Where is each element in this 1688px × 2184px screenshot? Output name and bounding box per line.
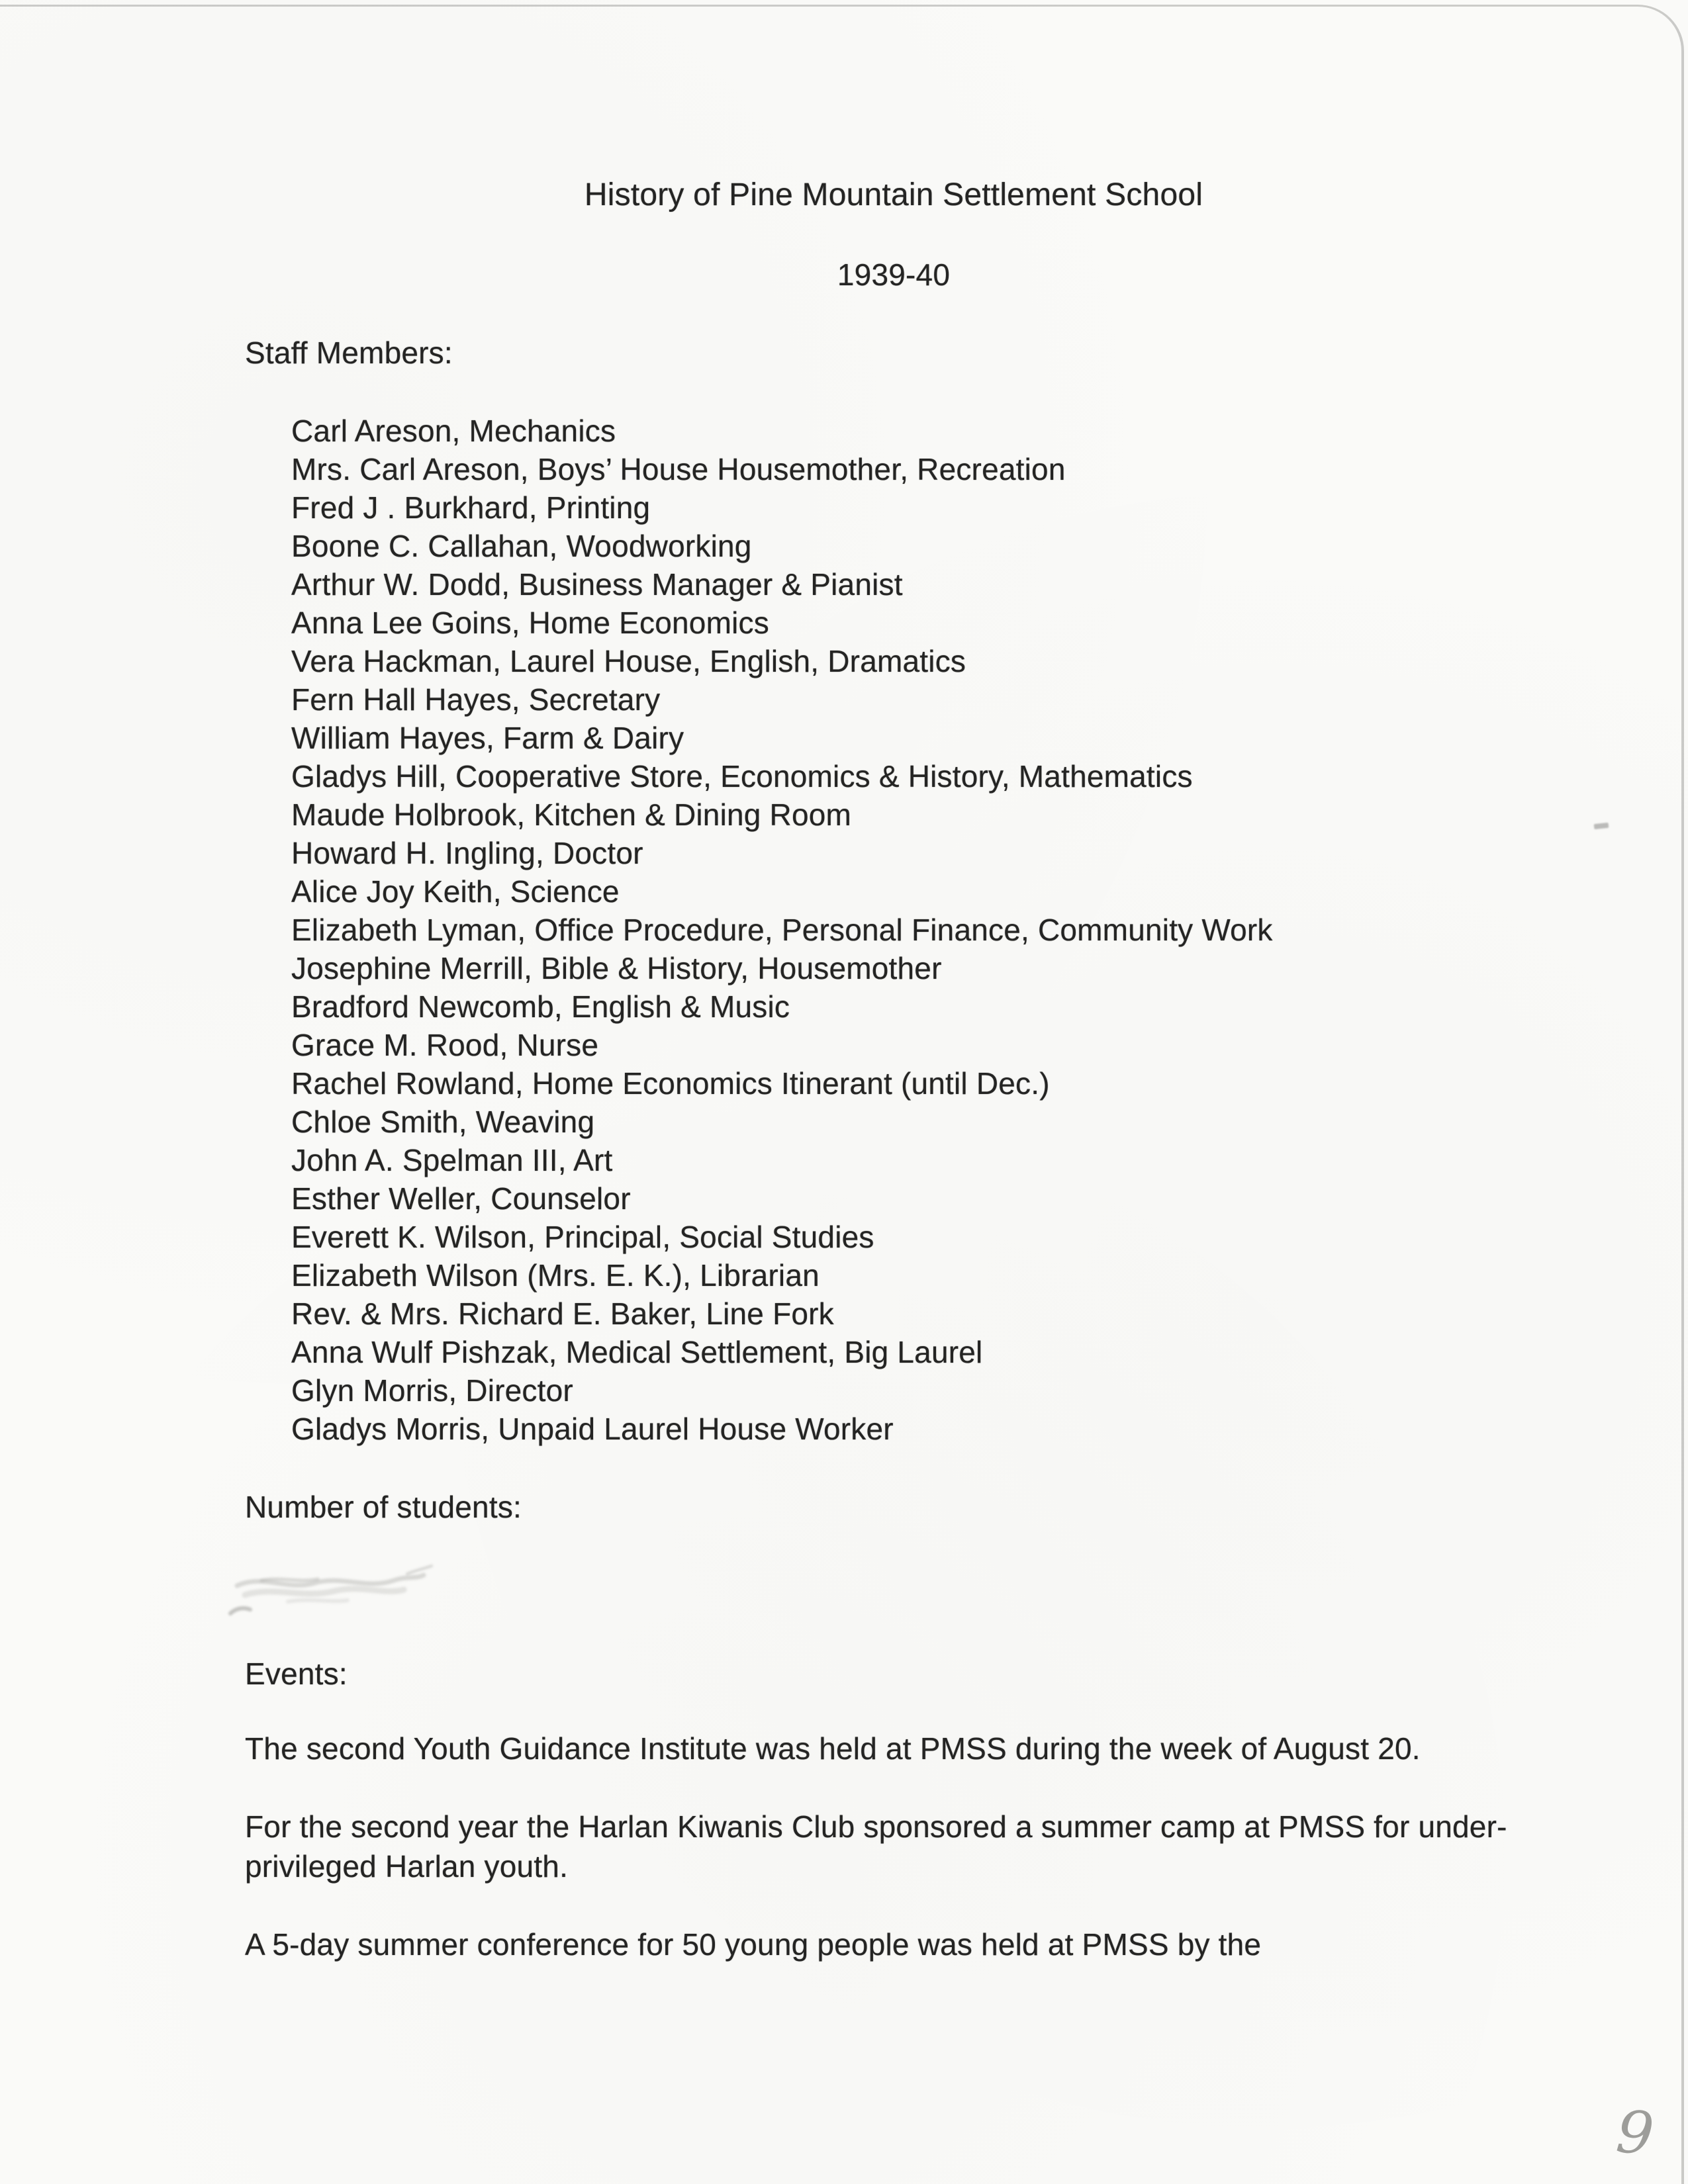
event-paragraph: For the second year the Harlan Kiwanis Club sponsored a summer camp at PMSS for under-privileged Harlan youth. [245, 1809, 1507, 1884]
staff-member-entry: William Hayes, Farm & Dairy [291, 721, 684, 755]
events-paragraphs [245, 1729, 1562, 2003]
staff-member-entry: Mrs. Carl Areson, Boys’ House Housemother, Recreation [291, 452, 1066, 486]
staff-member-entry: John A. Spelman III, Art [291, 1143, 613, 1177]
staff-member-entry: Maude Holbrook, Kitchen & Dining Room [291, 797, 852, 832]
staff-member-entry: Carl Areson, Mechanics [291, 414, 616, 448]
staff-member-entry: Bradford Newcomb, English & Music [291, 989, 790, 1024]
staff-member-entry: Everett K. Wilson, Principal, Social Studies [291, 1220, 874, 1254]
staff-member-list [291, 412, 1273, 1448]
erased-pencil-smudge [225, 1561, 483, 1627]
event-paragraph: The second Youth Guidance Institute was held at PMSS during the week of August 20. [245, 1731, 1421, 1766]
staff-member-entry: Arthur W. Dodd, Business Manager & Pianist [291, 567, 903, 602]
staff-member-entry: Gladys Morris, Unpaid Laurel House Worker [291, 1412, 894, 1446]
staff-member-entry: Josephine Merrill, Bible & History, Housemother [291, 951, 942, 985]
staff-member-entry: Fred J . Burkhard, Printing [291, 490, 651, 525]
number-of-students-heading: Number of students: [245, 1490, 522, 1524]
staff-member-entry: Howard H. Ingling, Doctor [291, 836, 643, 870]
staff-member-entry: Alice Joy Keith, Science [291, 874, 620, 909]
staff-member-entry: Elizabeth Lyman, Office Procedure, Personal Finance, Community Work [291, 913, 1273, 947]
staff-member-entry: Rev. & Mrs. Richard E. Baker, Line Fork [291, 1297, 834, 1331]
staff-member-entry: Chloe Smith, Weaving [291, 1105, 595, 1139]
staff-member-entry: Boone C. Callahan, Woodworking [291, 529, 752, 563]
document-title: History of Pine Mountain Settlement School [584, 177, 1203, 212]
staff-member-entry: Vera Hackman, Laurel House, English, Dramatics [291, 644, 966, 678]
staff-member-entry: Glyn Morris, Director [291, 1373, 573, 1408]
scan-artifact-mark [1594, 823, 1609, 829]
staff-member-entry: Fern Hall Hayes, Secretary [291, 682, 661, 717]
school-year: 1939-40 [837, 257, 951, 292]
staff-members-heading: Staff Members: [245, 336, 453, 370]
staff-member-entry: Esther Weller, Counselor [291, 1181, 631, 1216]
staff-member-entry: Elizabeth Wilson (Mrs. E. K.), Librarian [291, 1258, 820, 1293]
handwritten-page-number: 9 [1613, 2097, 1657, 2169]
staff-member-entry: Gladys Hill, Cooperative Store, Economics & History, Mathematics [291, 759, 1193, 794]
staff-member-entry: Anna Lee Goins, Home Economics [291, 606, 769, 640]
staff-member-entry: Grace M. Rood, Nurse [291, 1028, 599, 1062]
staff-member-entry: Anna Wulf Pishzak, Medical Settlement, Big Laurel [291, 1335, 983, 1369]
staff-member-entry: Rachel Rowland, Home Economics Itinerant (until Dec.) [291, 1066, 1050, 1101]
events-heading: Events: [245, 1657, 348, 1691]
event-paragraph: A 5-day summer conference for 50 young people was held at PMSS by the [245, 1927, 1262, 1962]
